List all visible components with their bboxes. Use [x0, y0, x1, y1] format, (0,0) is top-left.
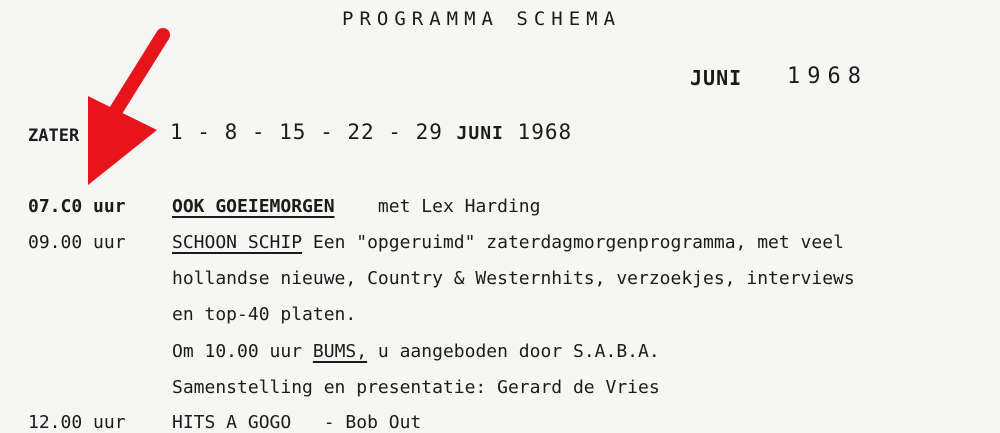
header-month: JUNI [690, 66, 743, 90]
time-1200: 12.00 uur [28, 412, 126, 433]
bums-sponsor: u aangeboden door S.A.B.A. [377, 341, 660, 362]
time-0900: 09.00 uur [28, 232, 126, 253]
program-description: Een "opgeruimd" zaterdagmorgenprogramma, met veel [312, 232, 844, 253]
description-line: hollandse nieuwe, Country & Westernhits, verzoekjes, interviews [172, 268, 855, 289]
program-title: SCHOON SCHIP [172, 232, 303, 253]
arrow-shaft [110, 35, 163, 120]
program-title: HITS A GOGO [172, 412, 292, 433]
time-0700: 07.C0 uur [28, 196, 126, 217]
page-title: PROGRAMMA SCHEMA [342, 8, 622, 30]
program-description: met Lex Harding [377, 196, 541, 217]
date-list: 1 - 8 - 15 - 22 - 29 [170, 120, 443, 144]
bums-title: BUMS, [312, 341, 368, 362]
program-description: - Bob Out [323, 412, 422, 433]
header-year: 1968 [787, 64, 868, 89]
program-title: OOK GOEIEMORGEN [172, 196, 335, 217]
date-month: JUNI [456, 123, 504, 144]
bums-time: Om 10.00 uur [172, 341, 303, 362]
date-year: 1968 [517, 120, 573, 144]
credits-line: Samenstelling en presentatie: Gerard de Vries [172, 377, 660, 398]
description-line: en top-40 platen. [172, 304, 357, 325]
day-label: ZATER [28, 126, 80, 146]
